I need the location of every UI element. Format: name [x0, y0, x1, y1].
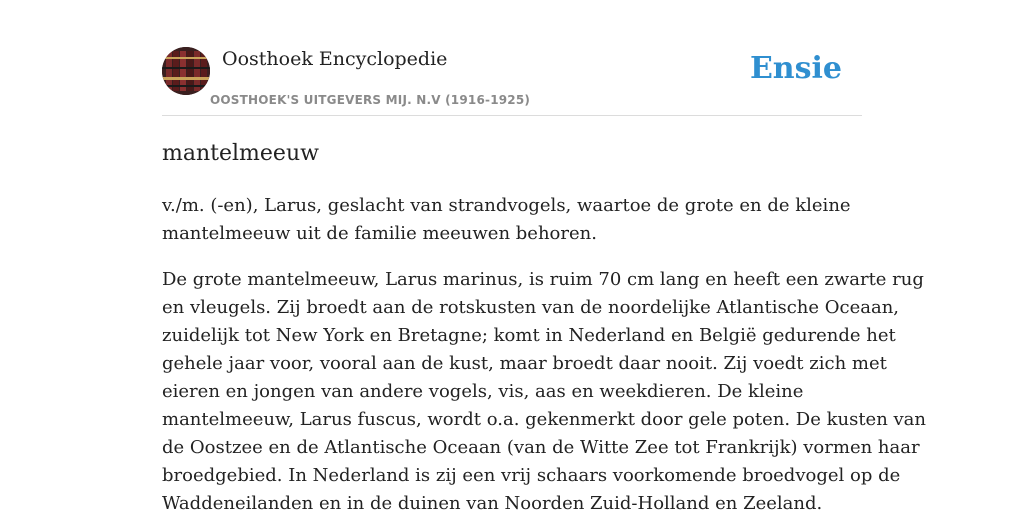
article-title: mantelmeeuw — [162, 141, 319, 166]
paragraph-line: mantelmeeuw, Larus fuscus, wordt o.a. gekenmerkt door gele poten. De kusten van — [162, 409, 927, 430]
header — [162, 46, 862, 116]
publisher-label: OOSTHOEK'S UITGEVERS MIJ. N.V (1916-1925) — [210, 93, 531, 107]
publication-avatar[interactable] — [162, 47, 210, 95]
article-paragraph — [162, 266, 927, 512]
paragraph-line: zuidelijk tot New York en Bretagne; komt in Nederland en België gedurende het — [162, 325, 896, 346]
publication-name[interactable]: Oosthoek Encyclopedie — [222, 48, 448, 70]
paragraph-line: mantelmeeuw uit de familie meeuwen behoren. — [162, 223, 597, 244]
paragraph-line: v./m. (-en), Larus, geslacht van strandvogels, waartoe de grote en de kleine — [162, 195, 851, 216]
brand-logo-link[interactable]: Ensie — [749, 51, 842, 86]
book-spines-icon — [162, 47, 210, 95]
paragraph-line: gehele jaar voor, vooral aan de kust, maar broedt daar nooit. Zij voedt zich met — [162, 353, 887, 374]
paragraph-line: eieren en jongen van andere vogels, vis, aas en weekdieren. De kleine — [162, 381, 804, 402]
paragraph-line: de Oostzee en de Atlantische Oceaan (van de Witte Zee tot Frankrijk) vormen haar — [162, 437, 920, 458]
paragraph-line: Waddeneilanden en in de duinen van Noorden Zuid-Holland en Zeeland. — [162, 493, 823, 512]
paragraph-line: en vleugels. Zij broedt aan de rotskusten van de noordelijke Atlantische Oceaan, — [162, 297, 900, 318]
article-body — [162, 192, 927, 512]
paragraph-line: De grote mantelmeeuw, Larus marinus, is ruim 70 cm lang en heeft een zwarte rug — [162, 269, 924, 290]
paragraph-line: broedgebied. In Nederland is zij een vrij schaars voorkomende broedvogel op de — [162, 465, 901, 486]
article-paragraph — [162, 192, 872, 248]
